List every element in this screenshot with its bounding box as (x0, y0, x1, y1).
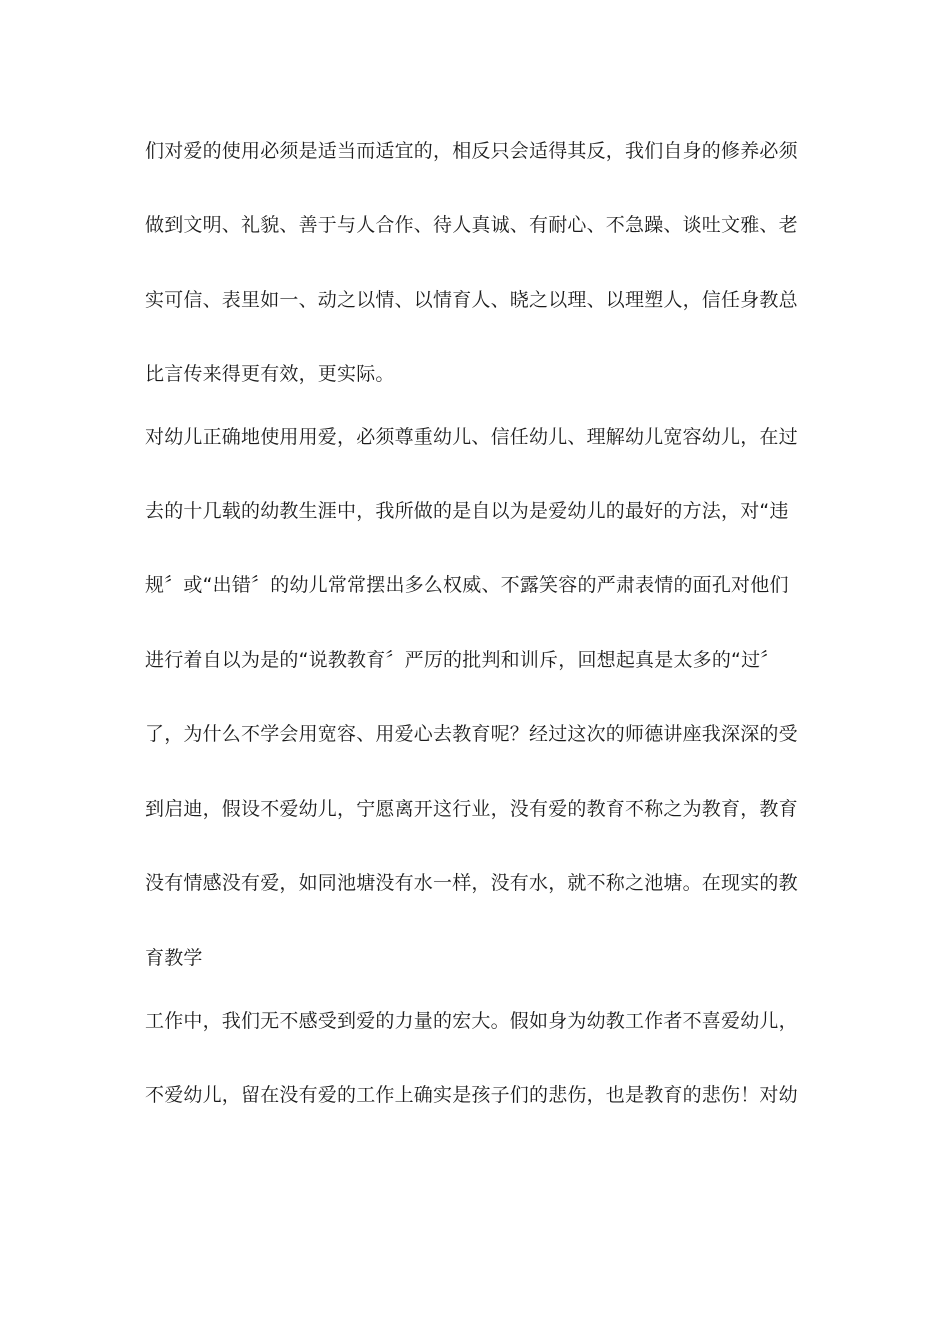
text-line: 做到文明、礼貌、善于与人合作、待人真诚、有耐心、不急躁、谈吐文雅、老 (145, 214, 798, 236)
text-line: 去的十几载的幼教生涯中，我所做的是自以为是爱幼儿的最好的方法，对“违 (145, 500, 789, 522)
text-line: 不爱幼儿，留在没有爱的工作上确实是孩子们的悲伤，也是教育的悲伤！对幼 (145, 1084, 798, 1106)
text-line: 实可信、表里如一、动之以情、以情育人、晓之以理、以理塑人，信任身教总 (145, 289, 798, 311)
text-line: 对幼儿正确地使用用爱，必须尊重幼儿、信任幼儿、理解幼儿宽容幼儿，在过 (145, 426, 798, 448)
text-line: 到启迪，假设不爱幼儿，宁愿离开这行业，没有爱的教育不称之为教育，教育 (145, 798, 798, 820)
text-line: 了，为什么不学会用宽容、用爱心去教育呢？经过这次的师德讲座我深深的受 (145, 723, 798, 745)
text-line: 工作中，我们无不感受到爱的力量的宏大。假如身为幼教工作者不喜爱幼儿， (145, 1010, 798, 1032)
text-line: 没有情感没有爱，如同池塘没有水一样，没有水，就不称之池塘。在现实的教 (145, 872, 798, 894)
text-line: 进行着自以为是的“说教教育〞严厉的批判和训斥，回想起真是太多的“过〞 (145, 649, 780, 671)
text-line: 们对爱的使用必须是适当而适宜的，相反只会适得其反，我们自身的修养必须 (145, 140, 798, 162)
text-line: 规〞或“出错〞的幼儿常常摆出多么权威、不露笑容的严肃表情的面孔对他们 (145, 574, 789, 596)
text-line: 比言传来得更有效，更实际。 (145, 363, 395, 385)
text-line: 育教学 (145, 947, 203, 969)
